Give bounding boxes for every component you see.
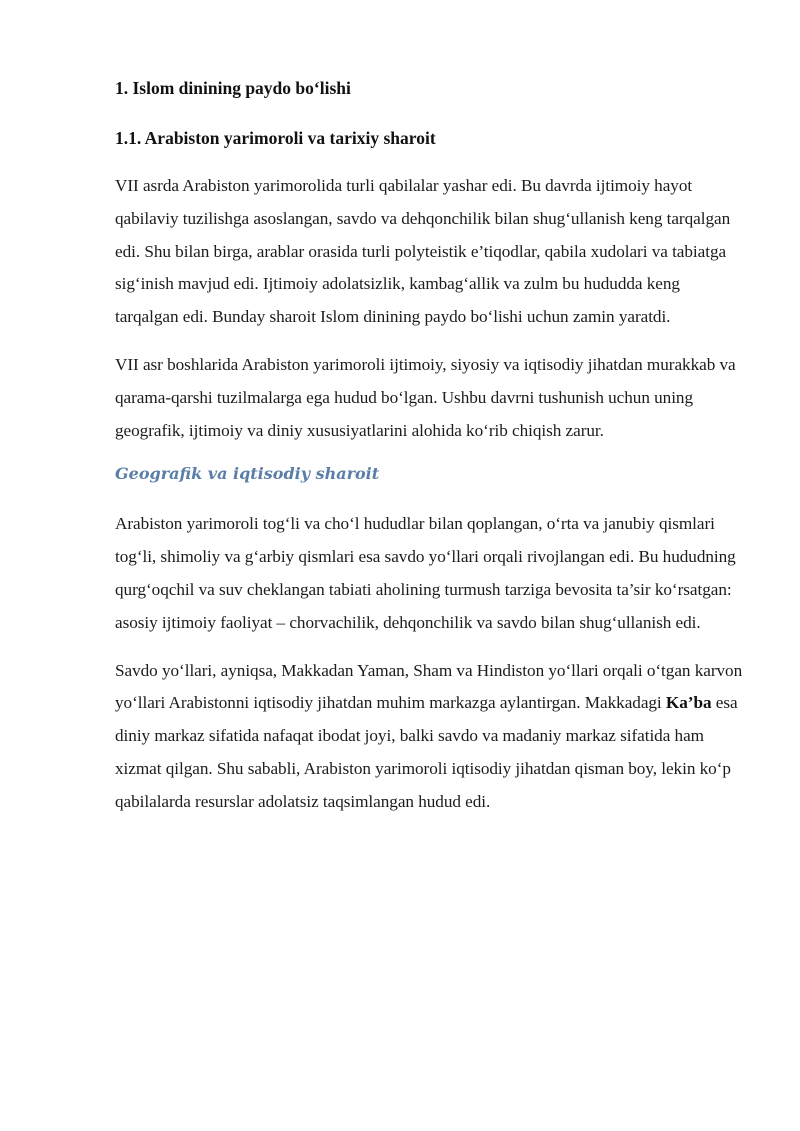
paragraph-4 <box>115 655 745 819</box>
paragraph-3: Arabiston yarimoroli tog‘li va cho‘l hududlar bilan qoplangan, o‘rta va janubiy qismlari tog‘li, shimoliy va g‘arbiy qismlari esa savdo yo‘llari orqali rivojlangan edi. Bu hududning qurg‘oqchil va suv cheklangan tabiati aholining turmush tarziga bevosita ta’sir ko‘rsatgan: asosiy ijtimoiy faoliyat – chorvachilik, dehqonchilik va savdo bilan shug‘ullanish edi. <box>115 514 736 632</box>
paragraph-1: VII asrda Arabiston yarimorolida turli qabilalar yashar edi. Bu davrda ijtimoiy hayot qabilaviy tuzilishga asoslangan, savdo va dehqonchilik bilan shug‘ullanish keng tarqalgan edi. Shu bilan birga, arablar orasida turli polyteistik e’tiqodlar, qabila xudolari va tabiatga sig‘inish mavjud edi. Ijtimoiy adolatsizlik, kambag‘allik va zulm bu hududda keng tarqalgan edi. Bunday sharoit Islom dinining paydo bo‘lishi uchun zamin yaratdi. <box>115 176 731 327</box>
kaaba-term: Ka’ba <box>665 693 712 713</box>
subsection-heading: 1.1. Arabiston yarimoroli va tarixiy sharoit <box>115 128 436 148</box>
topic-heading: Geografik va iqtisodiy sharoit <box>115 464 380 484</box>
section-heading: 1. Islom dinining paydo bo‘lishi <box>115 78 351 98</box>
paragraph-4-text-start: Savdo yo‘llari, ayniqsa, Makkadan Yaman, Sham va Hindiston yo‘llari orqali o‘tgan karvon yo‘llari Arabistonni iqtisodiy jihatdan muhim markazga aylantirgan. Makkadagi <box>115 660 743 713</box>
paragraph-4-text-end: esa diniy markaz sifatida nafaqat ibodat joyi, balki savdo va madaniy markaz sifatida ham xizmat qilgan. Shu sababli, Arabiston yarimoroli iqtisodiy jihatdan qisman boy, lekin ko‘p qabilalarda resurslar adolatsiz taqsimlangan hudud edi. <box>115 693 738 811</box>
paragraph-2: VII asr boshlarida Arabiston yarimoroli ijtimoiy, siyosiy va iqtisodiy jihatdan murakkab va qarama-qarshi tuzilmalarga ega hudud bo‘lgan. Ushbu davrni tushunish uchun uning geografik, ijtimoiy va diniy xususiyatlarini alohida ko‘rib chiqish zarur. <box>115 354 736 440</box>
document-body <box>115 76 745 834</box>
